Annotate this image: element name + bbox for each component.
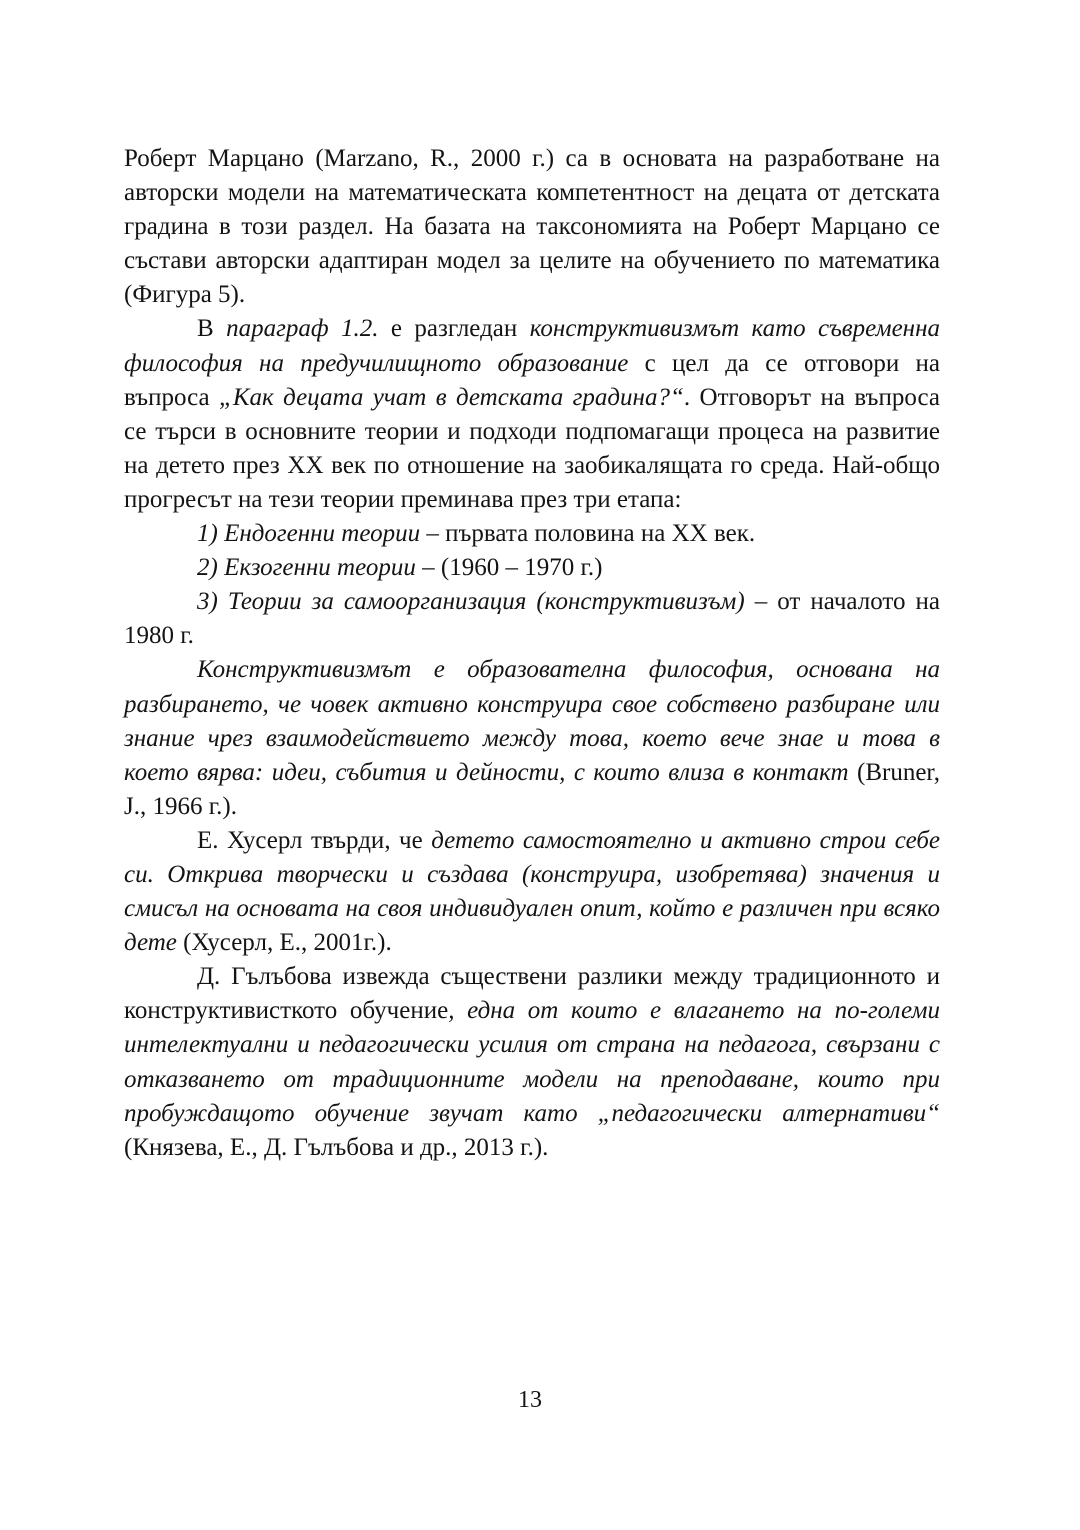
paragraph-constructivism-intro (124, 312, 940, 517)
paragraph-husserl (124, 824, 940, 960)
text-segment: – от началото на 1980 г. (124, 588, 940, 650)
text-segment: Роберт Марцано (Marzano, R., 2000 г.) са в основата на разработване на авторски модели на математическата компетентност на децата от детската градина в този раздел. На базата на таксономията на Роберт Марцано се състави авторски адаптиран модел за целите на обучението по математика (Фигура 5). (124, 145, 940, 309)
text-segment: . Отговорът на въпроса се търси в основните теории и подходи подпомагащи процеса на развитие на детето през XX век по отношение на заобикалящата го среда. Най-общо прогресът на тези теории преминава през три етапа: (124, 383, 940, 513)
italic-segment: Конструктивизмът е образователна философия, основана на разбирането, че човек активно конструира свое собствено разбиране или знание чрез взаимодействието между това, което вече знае и това в което вярва: идеи, събития и дейности, с които влиза в контакт (124, 656, 940, 786)
text-segment: е разгледан (378, 315, 530, 343)
italic-segment: детето самостоятелно и активно строи себе си. Открива творчески и създава (конструира, изобретява) значения и смисъл на основата на своя индивидуален опит, който е различен при всяко дете (124, 826, 941, 957)
body-text (124, 142, 940, 1165)
list-item-self-organization (124, 585, 940, 653)
text-segment: Д. Гълъбова извежда съществени разлики между традиционното и конструктивисткото обучение (124, 963, 940, 1025)
italic-segment: „Как децата учат в детската градина?“ (219, 383, 684, 411)
list-item-endogenous (124, 517, 940, 551)
italic-segment: параграф 1.2. (226, 315, 379, 343)
italic-segment: 3) Теории за самоорганизация (конструктивизъм) (197, 588, 745, 616)
paragraph-intro (124, 142, 940, 312)
text-segment: (Bruner, J., 1966 г.). (124, 758, 940, 820)
text-segment: (Князева, Е., Д. Гълъбова и др., 2013 г.). (124, 1133, 549, 1161)
italic-segment: конструктивизмът като съвременна философия на предучилищното образование (124, 315, 940, 377)
text-segment: В (197, 315, 227, 343)
text-segment: (Хусерл, Е., 2001г.). (176, 929, 392, 957)
italic-segment: 1) Ендогенни теории (197, 520, 421, 548)
text-segment: Е. Хусерл твърди, че (197, 826, 432, 854)
paragraph-galabova (124, 960, 940, 1165)
text-segment: с цел да се отговори на въпроса (124, 349, 941, 411)
list-item-exogenous (124, 551, 940, 585)
page-number: 13 (518, 1387, 542, 1413)
text-segment: – (1960 – 1970 г.) (415, 554, 603, 582)
paragraph-constructivism-definition (124, 653, 940, 823)
italic-segment: 2) Екзогенни теории (197, 554, 416, 582)
italic-segment: , една от които е влагането на по-големи интелектуални и педагогически усилия от страна на педагога, свързани с отказването от традиционните модели на преподаване, които при пробуждащото обучение звучат като „педагогически алтернативи“ (124, 997, 940, 1127)
text-segment: – първата половина на XX век. (420, 520, 756, 548)
